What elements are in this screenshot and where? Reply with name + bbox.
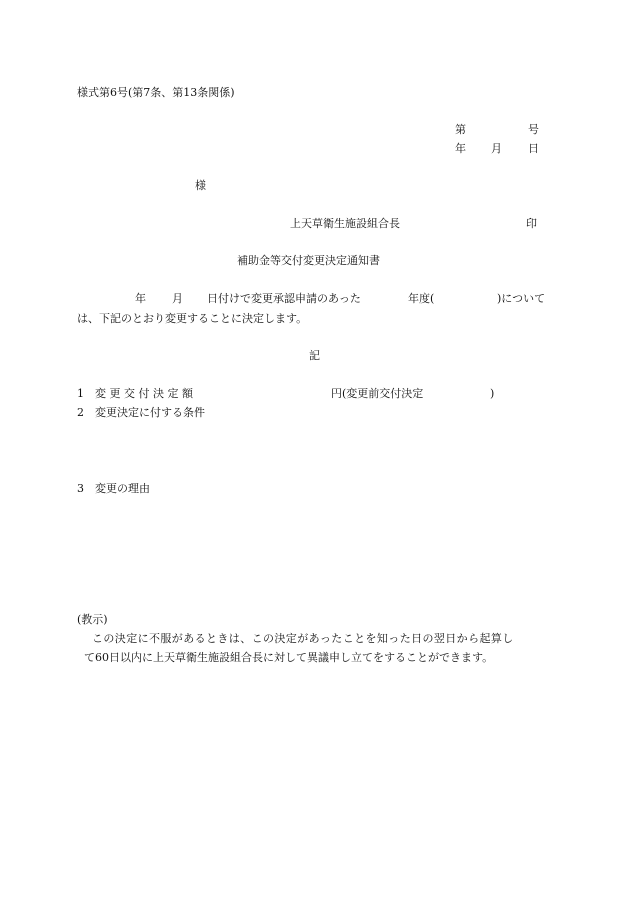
form-header: 様式第6号(第7条、第13条関係) — [77, 86, 235, 99]
date-month: 月 — [491, 142, 502, 155]
issuer-seal: 印 — [526, 217, 537, 230]
doc-number-dai: 第 — [455, 123, 466, 136]
notice-line2: て60日以内に上天草衛生施設組合長に対して異議申し立てをすることができます。 — [84, 651, 494, 664]
doc-number-go: 号 — [528, 123, 539, 136]
body-line2: は、下記のとおり変更することに決定します。 — [77, 312, 308, 325]
notice-line1: この決定に不服があるときは、この決定があったことを知った日の翌日から起算し — [92, 632, 514, 645]
item3-number: 3 — [77, 482, 84, 495]
item1-label: 変 更 交 付 決 定 額 — [95, 387, 193, 400]
item1-close: ) — [490, 387, 495, 400]
item1-yen: 円(変更前交付決定 — [331, 387, 424, 400]
item1-number: 1 — [77, 387, 84, 400]
ki-heading: 記 — [309, 349, 320, 362]
body-line1-regarding: )について — [497, 292, 546, 305]
body-line1-dated: 日付けで変更承認申請のあった — [207, 292, 361, 305]
issuer-name: 上天草衛生施設組合長 — [290, 217, 400, 230]
body-line1-year: 年 — [135, 292, 146, 305]
item2-number: 2 — [77, 406, 84, 419]
notice-heading: (教示) — [77, 613, 108, 626]
date-year: 年 — [455, 142, 466, 155]
document-title: 補助金等交付変更決定通知書 — [237, 254, 380, 267]
addressee-sama: 様 — [195, 179, 206, 192]
item2-label: 変更決定に付する条件 — [95, 406, 205, 419]
item3-label: 変更の理由 — [95, 482, 150, 495]
body-line1-month: 月 — [172, 292, 183, 305]
date-day: 日 — [528, 142, 539, 155]
body-line1-fiscal-year: 年度( — [408, 292, 435, 305]
